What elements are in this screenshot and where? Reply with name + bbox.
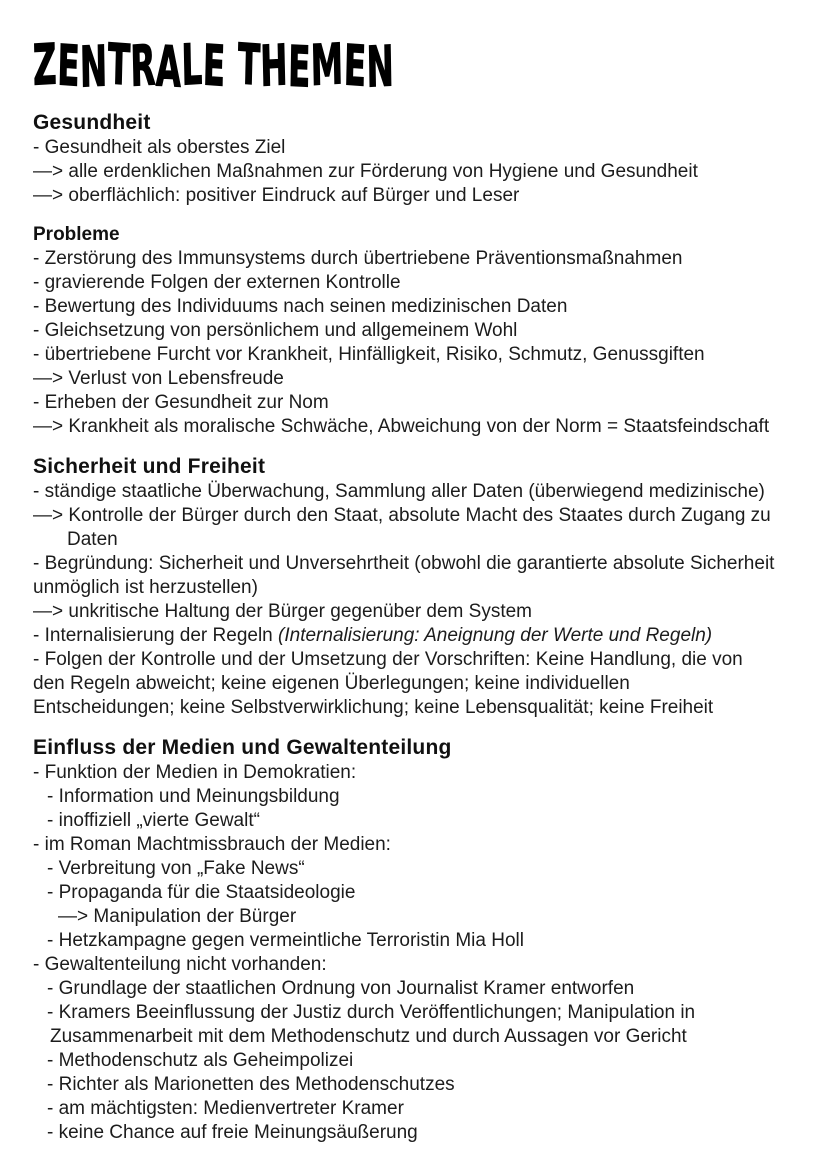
note-line: [33, 480, 810, 504]
note-line-text: —> Manipulation der Bürger: [58, 906, 297, 927]
section-probleme: [33, 223, 810, 439]
note-line: [33, 247, 810, 271]
note-line-text: - Propaganda für die Staatsideologie: [47, 882, 356, 903]
note-line-text: - am mächtigsten: Medienvertreter Kramer: [47, 1098, 404, 1119]
note-line-text: - Grundlage der staatlichen Ordnung von Journalist Kramer entworfen: [47, 978, 635, 999]
section-sicherheit-und-freiheit: [33, 454, 810, 720]
note-line-text: Entscheidungen; keine Selbstverwirklichung; keine Lebensqualität; keine Freiheit: [33, 697, 714, 718]
note-line: [33, 160, 810, 184]
note-line-text: - Verbreitung von „Fake News“: [47, 858, 305, 879]
note-line-text: - Information und Meinungsbildung: [47, 786, 340, 807]
note-line: [33, 696, 810, 720]
note-line-italic-text: (Internalisierung: Aneignung der Werte und Regeln): [278, 625, 713, 646]
note-line-text: unmöglich ist herzustellen): [33, 577, 258, 598]
note-line: [33, 624, 810, 648]
note-line-text: - Bewertung des Individuums nach seinen medizinischen Daten: [33, 296, 568, 317]
title-letter: H: [259, 33, 289, 100]
note-line: [33, 184, 810, 208]
note-line: [33, 881, 810, 905]
title-letter: E: [343, 33, 368, 100]
note-line: [33, 833, 810, 857]
title-letter: M: [310, 32, 345, 99]
page-title: [32, 32, 484, 101]
note-line-text: - Zerstörung des Immunsystems durch übertriebene Präventionsmaßnahmen: [33, 248, 683, 269]
note-line-text: —> Verlust von Lebensfreude: [33, 368, 284, 389]
title-letter: L: [181, 32, 204, 99]
note-line: [33, 1049, 810, 1073]
section-heading-probleme: Probleme: [33, 224, 120, 245]
note-line-text: - Methodenschutz als Geheimpolizei: [47, 1050, 354, 1071]
note-line: [33, 1025, 810, 1049]
note-line: [33, 905, 810, 929]
note-line-text: den Regeln abweicht; keine eigenen Überlegungen; keine individuellen: [33, 673, 630, 694]
note-line-text: - gravierende Folgen der externen Kontrolle: [33, 272, 401, 293]
note-line: [33, 857, 810, 881]
note-line-text: - Kramers Beeinflussung der Justiz durch Veröffentlichungen; Manipulation in: [47, 1002, 696, 1023]
section-heading-sicherheit-und-freiheit: Sicherheit und Freiheit: [33, 455, 266, 478]
note-line-text: —> Krankheit als moralische Schwäche, Abweichung von der Norm = Staatsfeindschaft: [33, 416, 770, 437]
note-line-text: - Internalisierung der Regeln: [33, 625, 279, 646]
note-line: [33, 977, 810, 1001]
section-einfluss-der-medien-und-gewaltenteilung: [33, 735, 810, 1145]
note-line-text: - Begründung: Sicherheit und Unversehrtheit (obwohl die garantierte absolute Sicherheit: [33, 553, 775, 574]
note-line-text: - keine Chance auf freie Meinungsäußerung: [47, 1122, 418, 1143]
note-line: [33, 953, 810, 977]
note-line-text: —> oberflächlich: positiver Eindruck auf Bürger und Leser: [33, 185, 520, 206]
note-line: [33, 295, 810, 319]
note-line: [33, 415, 810, 439]
title-letter: A: [155, 34, 183, 101]
note-line: [33, 552, 810, 576]
note-line-text: - im Roman Machtmissbrauch der Medien:: [33, 834, 391, 855]
note-line-text: - Erheben der Gesundheit zur Nom: [33, 392, 329, 413]
note-line-text: - Hetzkampagne gegen vermeintliche Terroristin Mia Holl: [47, 930, 524, 951]
note-line: [33, 136, 810, 160]
note-line-text: —> unkritische Haltung der Bürger gegenüber dem System: [33, 601, 533, 622]
title-letter: N: [79, 34, 109, 101]
note-line: [33, 785, 810, 809]
title-letter: N: [366, 34, 395, 101]
note-line: [33, 929, 810, 953]
note-line-text: - inoffiziell „vierte Gewalt“: [47, 810, 260, 831]
note-line-text: - Gewaltenteilung nicht vorhanden:: [33, 954, 327, 975]
note-line: [33, 1001, 810, 1025]
note-line-text: - ständige staatliche Überwachung, Sammlung aller Daten (überwiegend medizinische): [33, 481, 765, 502]
note-line: [33, 648, 810, 672]
title-letter: T: [236, 32, 262, 99]
note-line: [33, 1121, 810, 1145]
note-line-text: —> Kontrolle der Bürger durch den Staat, absolute Macht des Staates durch Zugang zu: [33, 505, 771, 526]
note-line: [33, 576, 810, 600]
note-line: [33, 1097, 810, 1121]
note-line: [33, 761, 810, 785]
note-line-text: - Gleichsetzung von persönlichem und allgemeinem Wohl: [33, 320, 518, 341]
note-line: [33, 809, 810, 833]
note-line-text: - übertriebene Furcht vor Krankheit, Hinfälligkeit, Risiko, Schmutz, Genussgiften: [33, 344, 705, 365]
section-gesundheit: [33, 110, 810, 208]
note-line-text: Daten: [67, 529, 118, 550]
title-letter: E: [56, 33, 81, 100]
note-line: [33, 672, 810, 696]
note-line-text: Zusammenarbeit mit dem Methodenschutz und durch Aussagen vor Gericht: [50, 1026, 687, 1047]
note-line-text: - Gesundheit als oberstes Ziel: [33, 137, 286, 158]
note-line-text: - Funktion der Medien in Demokratien:: [33, 762, 357, 783]
note-line: [33, 600, 810, 624]
note-line: [33, 343, 810, 367]
note-line: [33, 391, 810, 415]
title-letter: E: [202, 33, 227, 100]
note-line-text: —> alle erdenklichen Maßnahmen zur Förderung von Hygiene und Gesundheit: [33, 161, 698, 182]
note-line: [33, 504, 810, 528]
title-letter: T: [106, 32, 132, 99]
section-heading-einfluss-der-medien-und-gewaltenteilung: Einfluss der Medien und Gewaltenteilung: [33, 736, 452, 759]
note-line: [33, 528, 810, 552]
title-letter: E: [287, 34, 312, 101]
note-line-text: - Richter als Marionetten des Methodenschutzes: [47, 1074, 455, 1095]
note-line: [33, 271, 810, 295]
title-letter: R: [129, 33, 157, 100]
title-letter: [225, 41, 238, 96]
note-line: [33, 367, 810, 391]
title-letter: Z: [32, 32, 58, 99]
sections: [33, 110, 810, 1145]
note-line: [33, 1073, 810, 1097]
note-line: [33, 319, 810, 343]
note-line-text: - Folgen der Kontrolle und der Umsetzung der Vorschriften: Keine Handlung, die von: [33, 649, 743, 670]
section-heading-gesundheit: Gesundheit: [33, 111, 151, 134]
